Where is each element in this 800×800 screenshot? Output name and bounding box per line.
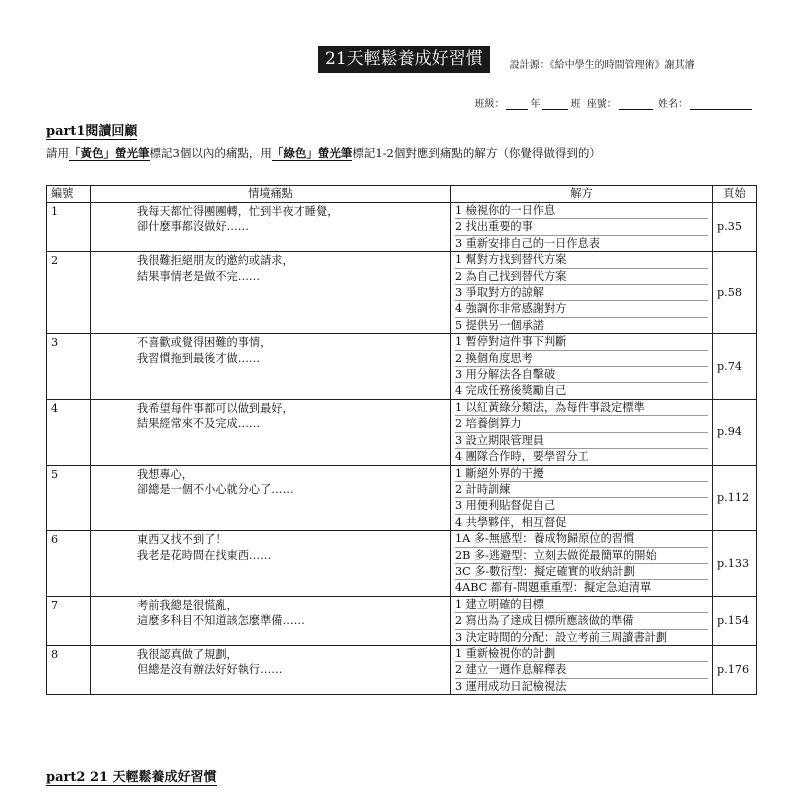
solution-item: 1 檢視你的一日作息	[455, 203, 708, 219]
situation-cell	[91, 465, 451, 531]
solution-item: 3 用便利貼督促自己	[455, 498, 708, 514]
table-header-row	[47, 186, 757, 203]
solution-item: 3C 多-數衍型：擬定確實的收納計劃	[455, 564, 708, 580]
situation-line: 卻什麼事都沒做好……	[137, 220, 249, 234]
designer-credit: 設計源：《給中學生的時間管理術》謝其濬	[509, 60, 695, 71]
solution-item: 1A 多-無感型：養成物歸原位的習慣	[455, 531, 708, 547]
page-ref: p.154	[713, 596, 757, 645]
situation-cell	[91, 334, 451, 400]
situation-line: 但總是沒有辦法好好執行……	[137, 663, 283, 677]
table-row	[47, 252, 757, 334]
solution-item: 3 爭取對方的諒解	[455, 285, 708, 301]
solution-cell	[451, 203, 713, 252]
seat-blank	[619, 98, 653, 110]
table-row	[47, 399, 757, 465]
solution-item: 1 建立明確的目標	[455, 597, 708, 613]
instruction-post: 標記1-2個對應到痛點的解方（你覺得做得到的）	[352, 146, 601, 160]
situation-line: 我老是花時間在找東西……	[137, 548, 272, 562]
situation-cell	[91, 596, 451, 645]
page-ref: p.74	[713, 334, 757, 400]
situation-line: 結果經常來不及完成……	[137, 417, 261, 431]
situation-cell	[91, 531, 451, 597]
solution-item: 2 換個角度思考	[455, 351, 708, 367]
page-ref: p.94	[713, 399, 757, 465]
solution-item: 2 計時訓練	[455, 482, 708, 498]
solution-item: 3 重新安排自己的一日作息表	[455, 236, 600, 250]
page-ref: p.112	[713, 465, 757, 531]
header-no: 編號	[47, 186, 91, 203]
row-number: 6	[47, 531, 91, 597]
solution-item: 3 用分解法各自擊破	[455, 367, 708, 383]
row-number: 8	[47, 645, 91, 694]
page-ref: p.133	[713, 531, 757, 597]
ban-blank	[542, 98, 568, 110]
yellow-highlighter-label: 「黃色」螢光筆	[69, 146, 150, 160]
situation-line: 結果事情老是做不完……	[137, 269, 261, 283]
row-number: 7	[47, 596, 91, 645]
solution-item: 1 斷絕外界的干擾	[455, 466, 708, 482]
solution-item: 1 暫停對這件事下判斷	[455, 334, 708, 350]
solution-item: 2 寫出為了達成目標所應該做的準備	[455, 613, 708, 629]
solution-cell	[451, 399, 713, 465]
solution-cell	[451, 465, 713, 531]
solution-item: 1 幫對方找到替代方案	[455, 252, 708, 268]
situation-line: 我希望每件事都可以做到最好，	[137, 401, 294, 415]
title-row	[318, 46, 695, 73]
table-row	[47, 596, 757, 645]
row-number: 2	[47, 252, 91, 334]
solution-item: 1 重新檢視你的計劃	[455, 646, 708, 662]
name-blank	[690, 98, 752, 110]
row-number: 3	[47, 334, 91, 400]
grade-label: 年	[530, 99, 541, 110]
class-label: 班級：	[474, 99, 505, 110]
solution-item: 2B 多-逃避型：立刻去做從最簡單的開始	[455, 548, 708, 564]
situation-line: 我很難拒絕朋友的邀約或請求，	[137, 254, 294, 268]
table-row	[47, 645, 757, 694]
situation-line: 卻總是一個不小心就分心了……	[137, 482, 294, 496]
student-info-line	[474, 95, 754, 110]
situation-line: 我想專心，	[137, 467, 193, 481]
solution-item: 3 決定時間的分配：設立考前三周讀書計劃	[455, 630, 668, 644]
solution-item: 1 以紅黃綠分類法，為每件事設定標準	[455, 400, 708, 416]
situation-cell	[91, 252, 451, 334]
page-title: 21天輕鬆養成好習慣	[318, 46, 490, 73]
solution-item: 3 設立期限管理員	[455, 433, 708, 449]
situation-cell	[91, 645, 451, 694]
row-number: 4	[47, 399, 91, 465]
page-ref: p.35	[713, 203, 757, 252]
solution-cell	[451, 645, 713, 694]
name-label: 姓名：	[658, 99, 688, 110]
solution-item: 4ABC 都有-問題重重型：擬定急迫清單	[455, 581, 652, 595]
solution-item: 2 培養倒算力	[455, 416, 708, 432]
instruction-mid: 標記3個以內的痛點，用	[149, 146, 272, 160]
situation-line: 東西又找不到了！	[137, 533, 227, 547]
situation-line: 我每天都忙得團團轉，忙到半夜才睡覺，	[137, 205, 339, 218]
table-row	[47, 465, 757, 531]
seat-label: 座號：	[586, 99, 617, 110]
pain-point-table	[46, 185, 757, 695]
part1-instruction	[46, 145, 601, 161]
solution-item: 2 為自己找到替代方案	[455, 269, 708, 285]
solution-item: 2 找出重要的事	[455, 219, 708, 235]
table-row	[47, 531, 757, 597]
part2-heading: part2 21 天輕鬆養成好習慣	[46, 770, 217, 785]
solution-cell	[451, 531, 713, 597]
solution-item: 4 強調你非常感謝對方	[455, 301, 708, 317]
solution-cell	[451, 252, 713, 334]
header-page: 頁始	[713, 186, 757, 203]
instruction-pre: 請用	[46, 146, 69, 160]
solution-cell	[451, 596, 713, 645]
solution-item: 4 團隊合作時，要學習分工	[455, 450, 589, 464]
part1-heading: part1閱讀回顧	[46, 124, 138, 139]
solution-item: 5 提供另一個承諾	[455, 318, 544, 332]
row-number: 5	[47, 465, 91, 531]
page-ref: p.58	[713, 252, 757, 334]
solution-item: 2 建立一週作息解釋表	[455, 662, 708, 678]
situation-cell	[91, 399, 451, 465]
table-row	[47, 334, 757, 400]
situation-line: 我很認真做了規劃，	[137, 647, 238, 661]
header-solution: 解方	[451, 186, 713, 203]
solution-cell	[451, 334, 713, 400]
situation-cell	[91, 203, 451, 252]
situation-line: 這麼多科目不知道該怎麼準備……	[137, 614, 305, 628]
situation-line: 不喜歡或覺得困難的事情，	[137, 336, 272, 350]
solution-item: 3 運用成功日記檢視法	[455, 679, 567, 693]
table-body	[47, 203, 757, 695]
solution-item: 4 共學夥伴，相互督促	[455, 515, 567, 529]
table-row	[47, 203, 757, 252]
green-highlighter-label: 「綠色」螢光筆	[271, 146, 353, 160]
class-blank	[506, 98, 528, 110]
solution-item: 4 完成任務後獎勵自己	[455, 384, 567, 398]
situation-line: 我習慣拖到最後才做……	[137, 351, 261, 365]
header-situation: 情境痛點	[91, 186, 451, 203]
situation-line: 考前我總是很慌亂，	[137, 598, 238, 612]
page-ref: p.176	[713, 645, 757, 694]
row-number: 1	[47, 203, 91, 252]
ban-label: 班	[570, 99, 581, 110]
